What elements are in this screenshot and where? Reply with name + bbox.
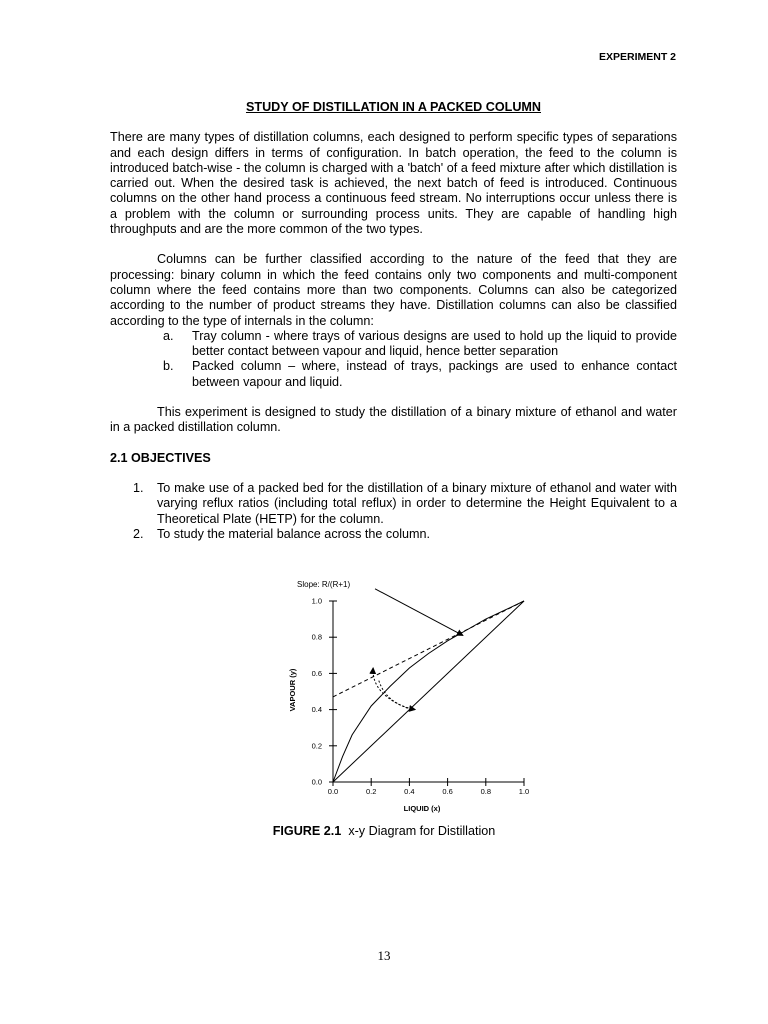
list-marker: 1. — [133, 480, 144, 495]
list-item-text: To study the material balance across the column. — [157, 526, 431, 541]
intro-paragraph: There are many types of distillation columns, each designed to perform specific types of separations and each design differs in terms of configuration. In batch operation, the feed to the column is introduced batch-wise - the column is charged with a 'batch' of a feed mixture after which distillation is carried out. When the desired task is achieved, the next batch of feed is introduced. Continuous columns on the other hand process a continuous feed stream. No interruptions occur unless there is a problem with the column or surrounding process units. They are capable of handling high throughputs and are the more common of the two types. — [110, 130, 677, 237]
y-tick-label: 0.0 — [311, 777, 322, 787]
x-tick-label: 0.4 — [404, 787, 415, 796]
objectives-list — [110, 481, 677, 542]
list-marker: a. — [163, 328, 174, 343]
list-item — [133, 526, 677, 542]
list-item — [133, 480, 677, 527]
list-item-text: Tray column - where trays of various designs are used to hold up the liquid to provide better contact between vapour and liquid, hence better separation — [192, 328, 677, 359]
chart-annotation: Slope: R/(R+1) — [297, 580, 351, 589]
x-tick-label: 0.6 — [442, 787, 453, 796]
figure — [280, 578, 540, 818]
page-number: 13 — [377, 948, 391, 963]
y-tick-label: 0.2 — [311, 741, 322, 751]
list-item-text: Packed column – where, instead of trays, packings are used to enhance contact between vapour and liquid. — [192, 359, 677, 389]
y-tick-label: 0.8 — [311, 632, 322, 642]
dotted-arrow-right — [379, 681, 415, 710]
experiment-paragraph: This experiment is designed to study the distillation of a binary mixture of ethanol and water in a packed distillation column. — [110, 405, 677, 435]
column-types-list — [110, 329, 677, 390]
list-marker: 2. — [133, 526, 144, 541]
y-tick-label: 0.4 — [311, 705, 322, 715]
x-tick-label: 0.0 — [327, 787, 339, 796]
list-item — [163, 359, 677, 390]
list-marker: b. — [163, 359, 174, 374]
figure-caption-text: x-y Diagram for Distillation — [348, 824, 496, 838]
experiment-label: EXPERIMENT 2 — [598, 51, 676, 63]
list-item-text: To make use of a packed bed for the distillation of a binary mixture of ethanol and water with varying reflux ratios (including total reflux) in order to determine the Height Equivalent to a Theoretical Plate (HETP) for the column. — [157, 480, 677, 526]
list-item — [163, 328, 677, 360]
main-content — [110, 100, 677, 542]
x-tick-label: 0.2 — [365, 787, 377, 796]
x-tick-label: 1.0 — [518, 787, 530, 796]
page-title: STUDY OF DISTILLATION IN A PACKED COLUMN — [245, 100, 541, 114]
x-tick-label: 0.8 — [480, 787, 492, 796]
y-tick-label: 0.6 — [311, 668, 322, 678]
series-operating-line — [333, 601, 524, 697]
figure-caption — [0, 824, 768, 838]
slope-arrow — [375, 589, 463, 636]
objectives-heading: 2.1 OBJECTIVES — [110, 450, 211, 465]
series-diagonal — [333, 601, 524, 782]
x-axis-label: LIQUID (x) — [403, 804, 441, 813]
xy-diagram-chart — [280, 578, 540, 818]
y-axis-label: VAPOUR (y) — [288, 668, 297, 712]
figure-caption-label: FIGURE 2.1 — [272, 824, 342, 838]
y-tick-label: 1.0 — [311, 596, 322, 606]
classification-paragraph: Columns can be further classified according to the nature of the feed that they are processing: binary column in which the feed contains only two components and multi-component column where the feed contains more than two components. Columns can also be categorized according to the number of product streams they have. Distillation columns can also be classified according to the type of internals in the column: — [110, 252, 677, 328]
